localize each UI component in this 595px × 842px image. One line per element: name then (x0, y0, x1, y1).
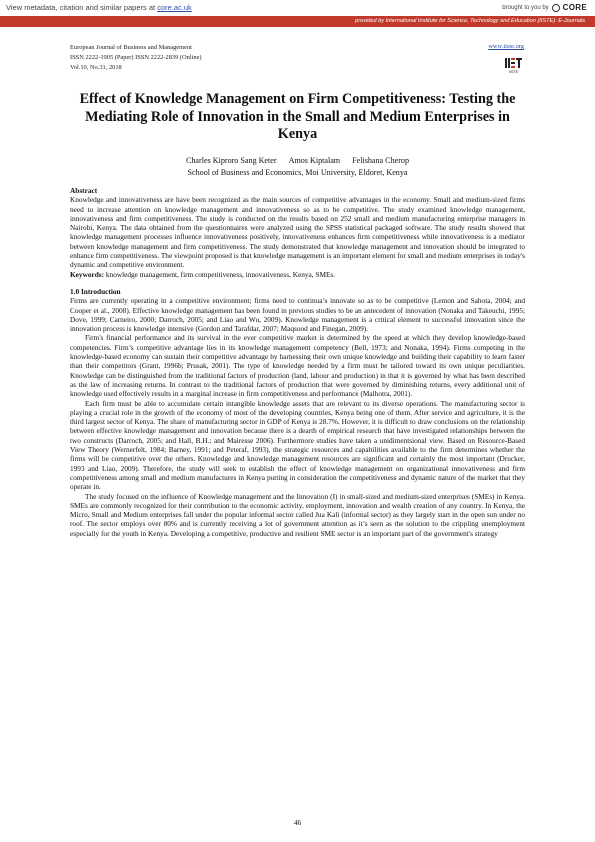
author-1: Charles Kiproro Sang Keter (185, 156, 277, 165)
page-number: 46 (293, 818, 302, 827)
paragraph-2: Firm's financial performance and its survival in the ever competitive market is determined by the speed at which they develop knowledge-based competencies. Firm’s competitive advantage lies in its knowledge management competency (Bell, 1973; and Nonaka, 1994). Firms competing in the knowledge-based economy can sustain their competitive advantage by harnessing their own unique knowledge and building their capability to learn faster than their competitors (Grant, 1996b; Prusak, 2001). The type of knowledge needed by a firm must be tailored toward its own unique peculiarities. Knowledge can be distinguished from the traditional factors of production (land, labour and production) in that it is governed by what has been described as the law of increasing returns. In contrast to the traditional factors of production that were governed by diminishing returns, every additional unit of knowledge used effectively results in a marginal increase in firm competitiveness and performance (Malhotra, 2001). (70, 333, 525, 399)
journal-info (70, 43, 202, 73)
core-logo-text: CORE (562, 3, 587, 12)
journal-volume: Vol.10, No.31, 2018 (70, 64, 122, 71)
paragraph-1: Firms are currently operating in a competitive environment; firms need to continua’s innovate so as to be competitive (Lemon and Sahota, 2004; and Cooper et al., 2008). Effective knowledge management has been found in previous studies to be an antecedent of innovation (Nonaka and Takeuchi, 1995; Dove, 1999; Carneiro, 2000; Darroch, 2005; and Liao and Wu, 2009). Knowledge management is a critical element to successful innovation since the innovation process is knowledge intensive (Gordon and Tarafdar, 2007; Maqsood and Finegan, 2009). (70, 296, 525, 334)
abstract-heading: Abstract (70, 186, 98, 195)
core-brand[interactable] (502, 3, 587, 12)
core-logo-icon (552, 4, 560, 12)
keywords-label: Keywords: (70, 269, 105, 279)
paragraph-3: Each firm must be able to accumulate certain intangible knowledge assets that are relevant to its diverse operations. The manufacturing sector is playing a crucial role in the growth of the economy of most of the developing countries, Kenya being one of them. After service and agriculture, it is the third largest sector of Kenya. The share of manufacturing sector in GDP of Kenya is 28.7%. However, it is difficult to draw conclusions on the relationship between effective knowledge management and innovation because there is a dearth of empirical research that have investigated relationships between the two constructs (Darroch, 2005; and Hall, B.H.; and Mairesse 2006). Furthermore studies have taken a unidimentsional view. Based on Resource-Based View Theory (Wernerfelt, 1984; Barney, 1991; and Peteraf, 1993), the strategic resources and capabilities available to the firm determines whether the firms will be competitive over the others. Knowledge and knowledge management resources are significant and certainly the most important (Drucker, 1993 and Liao, 2009). Therefore, the study will seek to establish the effect of knowledge management on organizational innovativeness and firm competitiveness among small and medium manufactures in Kenya putting in consideration the competitiveness and dynamic nature of the market that they operate in. (70, 398, 525, 492)
journal-issn: ISSN 2222-1905 (Paper) ISSN 2222-2839 (Online) (70, 54, 202, 61)
journal-website-link[interactable]: www.iiste.org (488, 43, 524, 50)
affiliation: School of Business and Economics, Moi University, Eldoret, Kenya (187, 167, 408, 177)
author-2: Amos Kiptalam (288, 156, 341, 165)
journal-name: European Journal of Business and Management (70, 44, 192, 51)
author-names (70, 155, 525, 167)
author-block (70, 155, 525, 178)
core-provider-strip (0, 16, 595, 27)
paper-title: Effect of Knowledge Management on Firm Competitiveness: Testing the Mediating Role of Innovation in the Small and Medium Enterprises in Kenya (79, 91, 516, 142)
paper-body (70, 186, 525, 538)
author-3: Felishana Cherop (352, 156, 409, 165)
iiste-logo-text: IISTE (509, 70, 518, 74)
section-heading-introduction: 1.0 Introduction (70, 286, 121, 296)
brought-by-text: brought to you by (502, 4, 549, 11)
paragraph-4: The study focused on the influence of Knowledge management and the Innovation (I) in small-sized and medium-sized enterprises (SMEs) in Kenya. SMEs are commonly recognized for their contribution to the economic activity, employment, innovation and wealth creation of any country. In Kenya, the Micro, Small and Medium enterprises fall under the popular informal sector called Jua Kali (informal sector) as they largely start in the open sun under no roof. The sector employs over 80% and is currently receiving a lot of government attention as it’s seen as the solution to the crippling unemployment especially for the youth in Kenya. Developing a competitive, productive and resilient SME sector is an important part of the government's strategy (70, 491, 525, 538)
keywords-line (70, 270, 525, 279)
core-top-row (0, 0, 595, 16)
abstract-text: Knowledge and innovativeness are have been recognized as the main sources of competitive advantages in the economy. Small and medium-sized firms need to increase attention on knowledge management and innovativeness so as to be competitive. The study examined knowledge management, innovativeness and firm competitiveness. The study is conducted on the results based on 252 small and medium manufacturing enterprise managers in Nairobi, Kenya. The data obtained from the questionnaires were analyzed using the SPSS statistical packaged software. The study results showed that knowledge management processes influence innovativeness positively, innovativeness enhances firm competitiveness while innovativeness is a mediator between knowledge management and firm competitiveness. The study demonstrated that knowledge management and innovation should be integrated to enhance firm competitiveness. The viewpoint proposed is that knowledge management is an important element for small and medium enterprises in today's dynamic and competitive environment. (70, 195, 525, 270)
iiste-logo-icon (504, 55, 523, 74)
provided-by-text: provided by International Institute for Science, Technology and Education (IISTE): E-Journals (355, 17, 585, 24)
core-banner (0, 0, 595, 28)
keywords-text: knowledge management, firm competitiveness, innovativeness, Kenya, SMEs. (105, 269, 336, 279)
core-link[interactable]: core.ac.uk (157, 3, 192, 12)
core-metadata-text: View metadata, citation and similar papers at core.ac.uk (6, 3, 192, 12)
